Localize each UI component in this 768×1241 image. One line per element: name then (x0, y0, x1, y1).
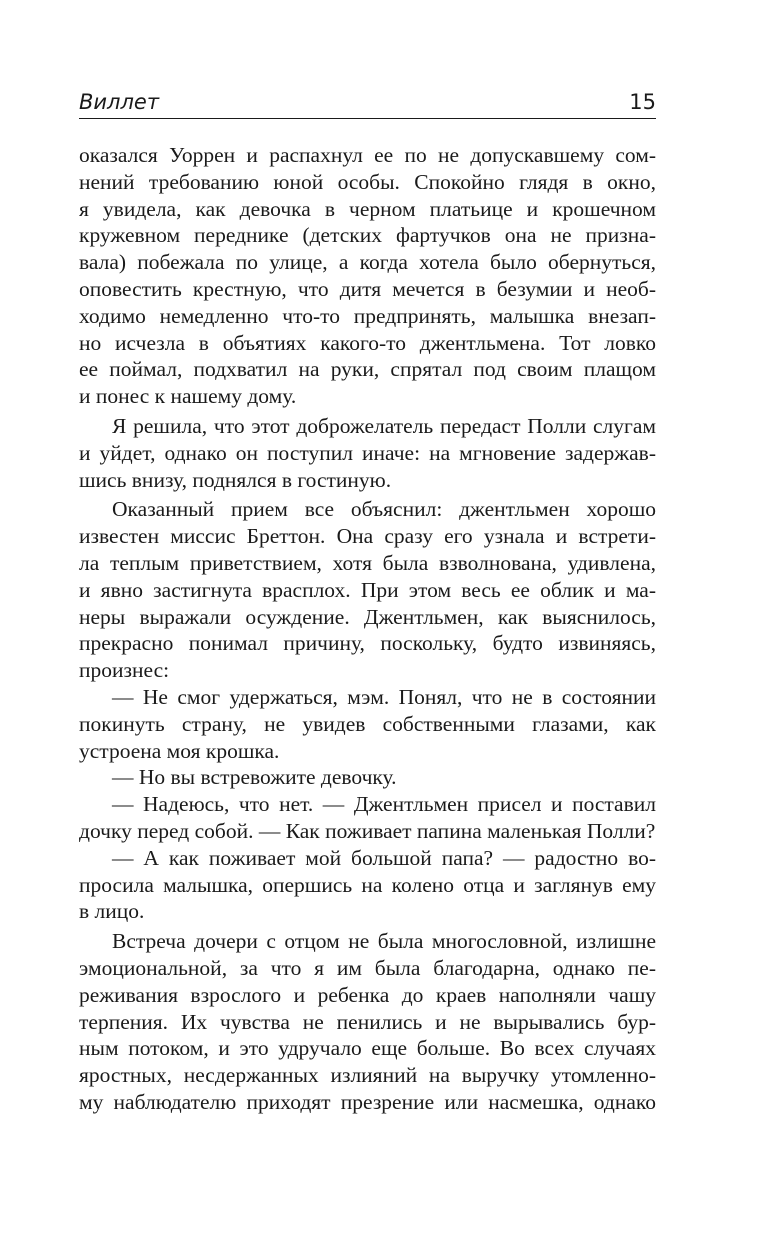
running-header (79, 88, 656, 119)
text-line: известен миссис Бреттон. Она сразу его узнала и встрети- (79, 524, 656, 549)
text-line: дочку перед собой. — Как поживает папина маленькая Полли? (79, 818, 656, 843)
text-line: ным потоком, и это удручало еще больше. Во всех случаях (79, 1036, 656, 1061)
text-line: покинуть страну, не увидев собственными глазами, как (79, 711, 656, 736)
text-line: шись внизу, поднялся в гостиную. (79, 467, 392, 492)
page-number: 15 (629, 90, 656, 114)
paragraph (79, 928, 656, 1116)
text-line: ла теплым приветствием, хотя была взволнована, удивлена, (79, 550, 656, 575)
text-line: реживания взрослого и ребенка до краев наполняли чашу (79, 982, 656, 1007)
text-line: ходимо немедленно что-то предпринять, малышка внезап- (79, 303, 656, 328)
paragraph (79, 413, 656, 493)
text-line: оказался Уоррен и распахнул ее по не допускавшему сом- (79, 143, 656, 167)
paragraph (79, 845, 656, 925)
text-line: яростных, несдержанных излияний на выручку утомленно- (79, 1063, 656, 1088)
paragraph (79, 684, 656, 764)
text-line: Я решила, что этот доброжелатель передаст Полли слугам (112, 413, 656, 438)
text-line: неры выражали осуждение. Джентльмен, как выяснилось, (79, 604, 656, 629)
text-line: оповестить крестную, что дитя мечется в безумии и необ- (79, 276, 656, 301)
text-line: кружевном переднике (детских фартучков она не призна- (79, 223, 656, 248)
text-line: Встреча дочери с отцом не была многословной, излишне (112, 929, 656, 954)
text-line: — А как поживает мой большой папа? — радостно во- (112, 845, 656, 870)
text-line: и явно застигнута врасплох. При этом весь ее облик и ма- (79, 577, 656, 602)
text-line: но исчезла в объятиях какого-то джентльмена. Тот ловко (79, 330, 656, 355)
paragraph (79, 496, 656, 684)
text-line: и понес к нашему дому. (79, 384, 297, 409)
text-line: просила малышка, опершись на колено отца и заглянув ему (79, 872, 656, 897)
text-line: прекрасно понимал причину, поскольку, будто извиняясь, (79, 631, 656, 656)
text-line: и уйдет, однако он поступил иначе: на мгновение задержав- (79, 440, 656, 465)
text-line: я увидела, как девочка в черном платьице и крошечном (79, 196, 656, 221)
paragraph (79, 791, 656, 845)
paragraph (79, 142, 656, 410)
text-line: му наблюдателю приходят презрение или насмешка, однако (79, 1089, 656, 1114)
text-line: Оказанный прием все объяснил: джентльмен хорошо (112, 497, 656, 522)
running-title: Виллет (79, 90, 160, 114)
text-line: устроена моя крошка. (79, 738, 280, 763)
text-line: в лицо. (79, 899, 145, 924)
text-line: ее поймал, подхватил на руки, спрятал под своим плащом (79, 357, 656, 382)
text-line: терпения. Их чувства не пенились и не вырывались бур- (79, 1009, 656, 1034)
text-line: вала) побежала по улице, а когда хотела было обернуться, (79, 250, 656, 275)
text-line: — Надеюсь, что нет. — Джентльмен присел и поставил (112, 792, 656, 817)
text-line: нений требованию юной особы. Спокойно глядя в окно, (79, 169, 656, 194)
body-text (79, 142, 656, 1116)
text-line: произнес: (79, 658, 170, 683)
paragraph (79, 764, 656, 791)
text-line: — Но вы встревожите девочку. (112, 765, 397, 790)
text-line: — Не смог удержаться, мэм. Понял, что не в состоянии (112, 684, 656, 709)
text-line: эмоциональной, за что я им была благодарна, однако пе- (79, 955, 656, 980)
